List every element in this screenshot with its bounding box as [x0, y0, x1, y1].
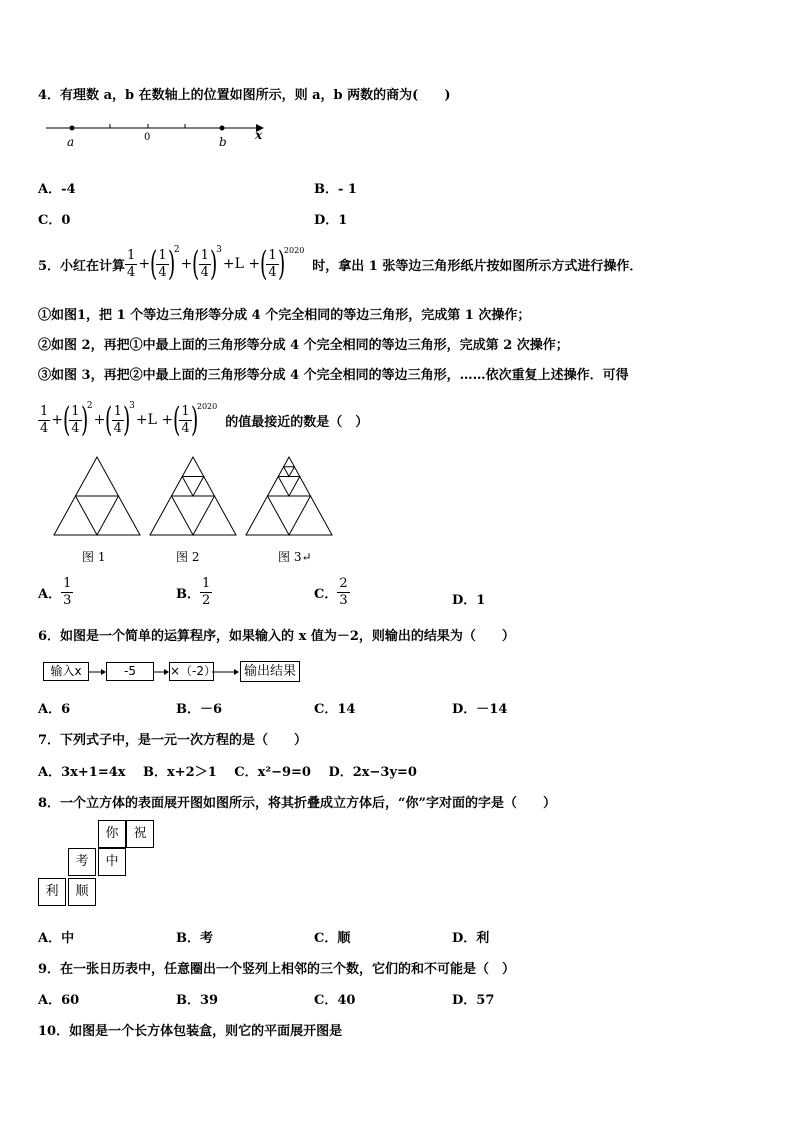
q5-step1: ①如图1，把 1 个等边三角形等分成 4 个完全相同的等边三角形，完成第 1 次操作；: [38, 308, 531, 323]
q4-option-a: A．-4: [38, 182, 76, 197]
q9-option-a: A．60: [38, 993, 80, 1008]
q7-stem: 7．下列式子中，是一元一次方程的是（ ）: [38, 733, 308, 748]
flow-output-box: 输出结果: [240, 661, 300, 682]
net-cell-kao: 考: [68, 848, 96, 876]
q4-option-c: C．0: [38, 213, 71, 228]
fraction: $\frac{1}{4}$: [127, 247, 136, 280]
net-cell-zhong: 中: [98, 848, 126, 876]
triangle-figure-1: [54, 457, 140, 535]
triangle-figures: [52, 455, 342, 537]
q7-options: A．3x+1=4x B．x+2＞1 C．x²−9=0 D．2x−3y=0: [38, 765, 417, 780]
q10-stem: 10．如图是一个长方体包装盒，则它的平面展开图是: [38, 1024, 343, 1039]
q5-option-d: D．1: [452, 593, 486, 608]
q9-stem: 9．在一张日历表中，任意圈出一个竖列上相邻的三个数，它们的和不可能是（ ）: [38, 962, 516, 977]
q5-option-c: C． $\frac{2}{3}$: [314, 576, 348, 608]
q5-suffix: 时，拿出 1 张等边三角形纸片按如图所示方式进行操作．: [312, 258, 643, 274]
number-line-figure: [44, 118, 274, 150]
q9-option-c: C．40: [314, 993, 356, 1008]
q5-step3: ③如图 3，再把②中最上面的三角形等分成 4 个完全相同的等边三角形，……依次重复上述操作．可得: [38, 368, 629, 383]
q9-option-b: B．39: [176, 993, 219, 1008]
q6-option-b: B．－6: [176, 702, 223, 717]
q8-stem: 8．一个立方体的表面展开图如图所示，将其折叠成立方体后，“你”字对面的字是（ ）: [38, 796, 557, 811]
q5-step2: ②如图 2，再把①中最上面的三角形等分成 4 个完全相同的等边三角形，完成第 2 次操作；: [38, 338, 569, 353]
q4-option-d: D．1: [314, 213, 348, 228]
fig-label-3: 图 3↵: [278, 550, 312, 564]
axis-label-a: a: [67, 135, 75, 149]
net-cell-ni: 你: [98, 820, 126, 848]
q8-option-c: C．顺: [314, 931, 351, 946]
q6-option-c: C．14: [314, 702, 356, 717]
q4-stem: 4．有理数 a，b 在数轴上的位置如图所示，则 a，b 两数的商为( ): [38, 88, 451, 103]
triangle-figure-3: [246, 457, 332, 535]
q9-option-d: D．57: [452, 993, 495, 1008]
q5-tail: 的值最接近的数是（ ）: [225, 414, 369, 430]
q6-option-a: A．6: [38, 702, 71, 717]
q8-option-d: D．利: [452, 931, 490, 946]
q5-prefix: 5．小红在计算: [38, 258, 126, 274]
q5-option-a: A． $\frac{1}{3}$: [38, 576, 72, 608]
net-cell-shun: 顺: [68, 878, 96, 906]
axis-label-x: x: [255, 128, 263, 142]
q8-option-b: B．考: [176, 931, 213, 946]
q6-option-d: D．－14: [452, 702, 508, 717]
q5-expression-line: $\frac{1}{4}$ + ( $\frac{1}{4}$ ) 2 + ( $\frac{1}{4}$ ) 3 +L + ( $\frac{1}{4}$ ) 2020 的值最接近的数是（ ）: [40, 400, 369, 440]
axis-label-zero: 0: [144, 132, 151, 143]
q4-option-b: B．- 1: [314, 182, 357, 197]
flow-step-minus-box: -5: [106, 662, 154, 681]
q5-option-b: B． $\frac{1}{2}$: [176, 576, 211, 608]
q6-stem: 6．如图是一个简单的运算程序，如果输入的 x 值为－2，则输出的结果为（ ）: [38, 629, 515, 644]
fig-label-2: 图 2: [176, 550, 200, 564]
flow-input-box: 输入x: [43, 662, 89, 681]
q5-stem: 5．小红在计算 $\frac{1}{4}$ + ( $\frac{1}{4}$ ) 2 + ( $\frac{1}{4}$ ) 3 +L + ( $\frac{1}{4}$ ) 2020 时，拿出 1 张等边三角形纸片按如图所示方式进行操作．: [38, 244, 643, 284]
triangle-figure-2: [150, 457, 236, 535]
axis-label-b: b: [219, 135, 227, 149]
flow-step-multiply-box: ×（-2）: [169, 662, 214, 681]
q8-option-a: A．中: [38, 931, 75, 946]
net-cell-li: 利: [38, 878, 66, 906]
net-cell-zhu: 祝: [126, 820, 154, 848]
fig-label-1: 图 1: [82, 550, 106, 564]
